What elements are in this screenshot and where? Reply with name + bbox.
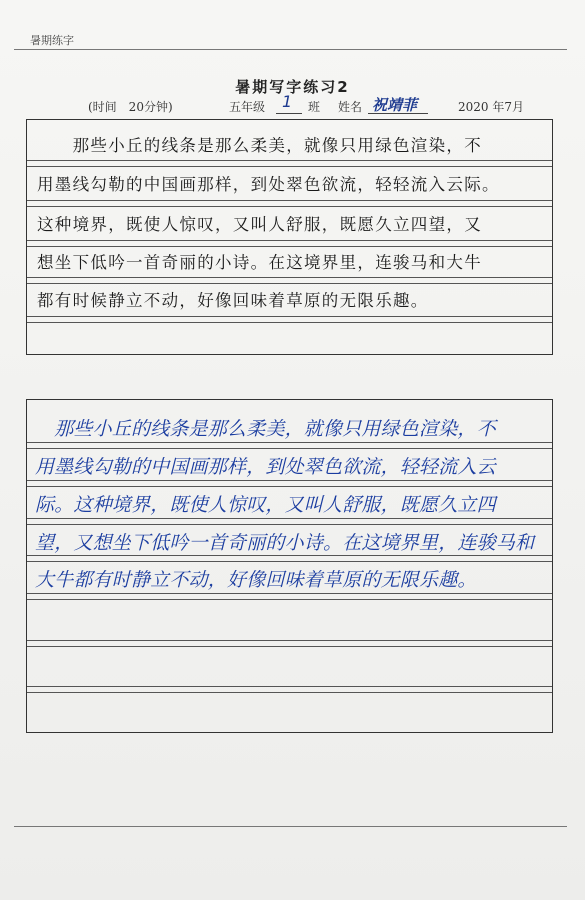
header-divider xyxy=(14,49,567,50)
printed-line: 用墨线勾勒的中国画那样，到处翠色欲流，轻轻流入云际。 xyxy=(37,175,500,194)
model-text-box xyxy=(26,119,553,355)
writing-guide-line xyxy=(27,593,552,594)
class-underline xyxy=(276,113,302,114)
time-limit: (时间 20分钟) xyxy=(88,100,173,114)
writing-guide-line xyxy=(27,686,552,687)
header-label: 暑期练字 xyxy=(30,34,74,47)
writing-guide-line xyxy=(27,240,552,241)
handwritten-line: 大牛都有时静立不动，好像回味着草原的无限乐趣。 xyxy=(35,569,477,591)
writing-guide-line xyxy=(27,518,552,519)
writing-guide-line xyxy=(27,442,552,443)
handwritten-line: 际。这种境界，既使人惊叹，又叫人舒服，既愿久立四 xyxy=(35,494,496,516)
writing-guide-line xyxy=(27,160,552,161)
grade-label: 五年级 xyxy=(229,100,266,114)
practice-writing-box xyxy=(26,399,553,733)
name-label: 姓名 xyxy=(338,100,363,114)
handwritten-line: 用墨线勾勒的中国画那样，到处翠色欲流，轻轻流入云 xyxy=(35,456,496,478)
writing-guide-line xyxy=(27,555,552,556)
handwritten-line: 那些小丘的线条是那么柔美，就像只用绿色渲染，不 xyxy=(35,418,496,440)
printed-line: 想坐下低吟一首奇丽的小诗。在这境界里，连骏马和大牛 xyxy=(37,253,482,272)
worksheet-title: 暑期写字练习2 xyxy=(235,78,350,96)
student-name-signature: 祝靖菲 xyxy=(372,96,418,114)
class-value: 1 xyxy=(282,92,293,111)
class-label: 班 xyxy=(308,100,321,114)
date-label: 2020 年7月 xyxy=(458,100,524,114)
writing-guide-line xyxy=(27,480,552,481)
writing-guide-line xyxy=(27,200,552,201)
printed-line: 这种境界，既使人惊叹，又叫人舒服，既愿久立四望，又 xyxy=(37,215,482,234)
writing-guide-line xyxy=(27,640,552,641)
writing-guide-line xyxy=(27,316,552,317)
footer-divider xyxy=(14,826,567,827)
handwritten-line: 望，又想坐下低吟一首奇丽的小诗。在这境界里，连骏马和 xyxy=(35,532,535,554)
name-underline xyxy=(368,113,428,114)
printed-line: 都有时候静立不动，好像回味着草原的无限乐趣。 xyxy=(37,291,429,310)
writing-guide-line xyxy=(27,277,552,278)
printed-line: 那些小丘的线条是那么柔美，就像只用绿色渲染，不 xyxy=(37,136,482,155)
